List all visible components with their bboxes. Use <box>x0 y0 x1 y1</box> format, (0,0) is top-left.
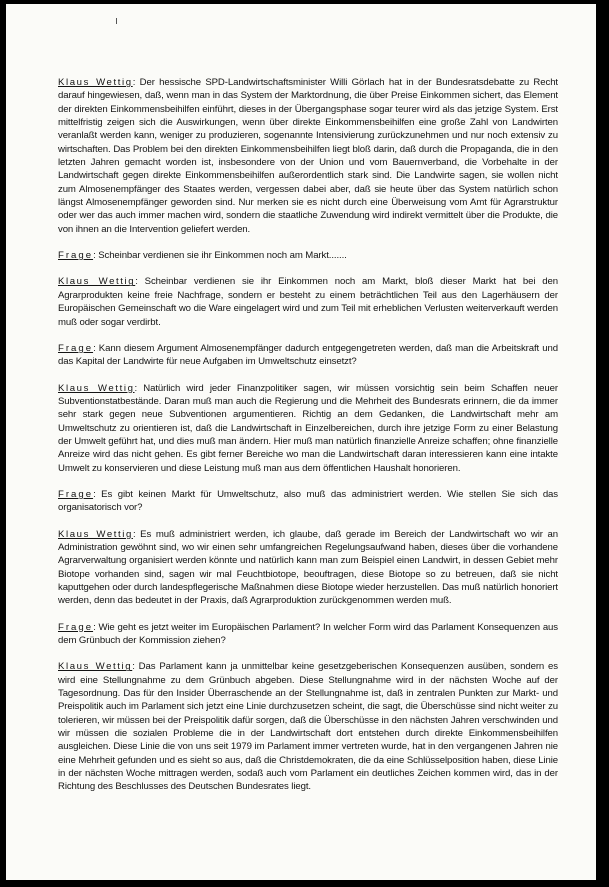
speaker-label: Klaus Wettig <box>58 661 133 673</box>
paragraph <box>58 488 558 515</box>
speaker-label: Frage <box>58 250 94 262</box>
speaker-label: Frage <box>58 621 94 633</box>
speaker-label: Klaus Wettig <box>58 382 135 394</box>
speaker-label: Klaus Wettig <box>58 528 133 540</box>
paragraph-text: : Es muß administriert werden, ich glaube, daß gerade im Bereich der Landwirtschaft wo wir an Administration gewöhnt sind, wo wir einen sehr umfangreichen Regelungsaufwand haben, dieses über die vorhandene Agrarverwaltung organisiert werden könnte und natürlich kann man zum Beispiel einen Landwirt, in dessen Gebiet mehr Biotope vorhanden sind, sagen wir mal Feuchtbiotope, beouftragen, diese Biotope so zu betreuen, daß sie nicht kaputtgehen oder durch landespflegerische Maßnahmen diese Biotope wieder herzustellen. Das muß natürlich honoriert werden, denn das bedeutet in der Praxis, daß Agrarproduktion zurückgenommen werden muß. <box>58 528 558 607</box>
paragraph <box>58 76 558 236</box>
paragraph-text: : Scheinbar verdienen sie ihr Einkommen noch am Markt....... <box>93 250 347 262</box>
document-page <box>6 4 596 880</box>
paragraph <box>58 249 558 262</box>
speaker-label: Klaus Wettig <box>58 276 136 288</box>
speaker-label: Klaus Wettig <box>58 77 133 88</box>
paragraph <box>58 660 558 793</box>
interview-text <box>58 76 558 807</box>
paragraph <box>58 621 558 648</box>
paragraph <box>58 382 558 475</box>
paragraph <box>58 342 558 369</box>
paragraph-text: : Der hessische SPD-Landwirtschaftsminister Willi Görlach hat in der Bundesratsdebatte zu Recht darauf hingewiesen, daß, wenn man in das System der Marktordnung, die über Preise Einkommen sichert, das Element der direkten Einkommensbeihilfen einführt, dieses in der Übergangsphase sogar teurer wird als das jetzige System. Erst mittelfristig zeigen sich die Auswirkungen, wenn über direkte Einkommensbeihilfen eine große Zahl von Landwirten veranlaßt werden kann, weniger zu produzieren, sogenannte Intensivierung zurückzunehmen und nur noch extensiv zu wirtschaften. Das Problem bei den direkten Einkommensbeihilfen liegt bloß darin, daß durch die Propaganda, die in den letzten Jahren gemacht worden ist, insbesondere von der Union und vom Bauernverband, die Vorbehalte in der Landwirtschaft gegen direkte Einkommensbeihilfen außerordentlich stark sind. Die Landwirte sagen, sie wollen nicht zum Almosenempfänger des Staates werden, vergessen dabei aber, daß sie heute über das System natürlich schon längst Almosenempfänger geworden sind. Nur merken sie es nicht durch eine Überweisung vom Amt für Agrarstruktur oder wer das auch immer machen wird, sondern die staatliche Zuwendung wird indirekt vermittelt über die Produkte, die von ihnen an die Intervention geliefert werden. <box>58 77 558 235</box>
paragraph-text: : Natürlich wird jeder Finanzpolitiker sagen, wir müssen vorsichtig sein beim Schaffen neuer Subventionstatbestände. Daran muß man auch die Regierung und die Mehrheit des Bundesrats erinnern, die da immer sehr stark gegen neue Subventionen argumentieren. Richtig an dem Gedanken, die Landwirtschaft mehr am Umweltschutz zu orientieren ist, daß die Landwirtschaft in Einzelbereichen, durch ihre jetzige Form zu einer Belastung der Umwelt geführt hat, und dies muß man ändern. Hier muß man natürlich finanzielle Anreize schaffen; ohne finanzielle Anreize wird das nicht gehen. Es gibt ferner Bereiche wo man die Landwirtschaft daran interessieren kann eine intakte Umwelt zu konservieren und diese Leistung muß man aus dem öffentlichen Haushalt honorieren. <box>58 382 558 474</box>
margin-mark <box>116 18 117 24</box>
speaker-label: Frage <box>58 488 94 500</box>
paragraph <box>58 528 558 608</box>
paragraph-text: : Das Parlament kann ja unmittelbar keine gesetzgeberischen Konsequenzen ausüben, sondern es wird eine Stellungnahme zu dem Grünbuch abgeben. Diese Stellungnahme wird in der nächsten Woche auf der Tagesordnung. Das für den Insider Überraschende an der Stellungnahme ist, daß in zentralen Punkten zur Markt- und Preispolitik auch im Parlament sich jetzt eine Linie durchzusetzen scheint, die sagt, die Überschüsse sind nicht weiter zu tolerieren, wir müssen bei der Preispolitik dafür sorgen, daß die Überschüsse in den nächsten Jahren verschwinden und wir müssen die sozialen Probleme die in der Landwirtschaft dort entstehen durch direkte Einkommensbeihilfen ausgleichen. Diese Linie die von uns seit 1979 im Parlament immer vertreten wurde, hat in den vergangenen Jahren nie eine Mehrheit gefunden und es sieht so aus, daß die Christdemokraten, die da eine Schlüsselposition haben, diese Linie in der nächsten Woche mittragen werden, sodaß auch vom Parlament ein deutliches Zeichen kommen wird, das in der Richtung des Beschlusses des Deutschen Bundesrates liegt. <box>58 661 558 793</box>
paragraph-text: : Kann diesem Argument Almosenempfänger dadurch entgegengetreten werden, daß man die Arbeitskraft und das Kapital der Landwirte für neue Aufgaben im Umweltschutz einsetzt? <box>58 342 558 368</box>
speaker-label: Frage <box>58 342 94 354</box>
paragraph-text: : Wie geht es jetzt weiter im Europäischen Parlament? In welcher Form wird das Parlament Konsequenzen aus dem Grünbuch der Kommission ziehen? <box>58 621 558 647</box>
paragraph <box>58 275 558 328</box>
paragraph-text: : Scheinbar verdienen sie ihr Einkommen noch am Markt, bloß dieser Markt hat bei den Agrarprodukten keine freie Nachfrage, sondern er besteht zu einem beträchtlichen Teil aus den Lagerhäusern der Europäischen Gemeinschaft wo die Ware eingelagert wird und zum Teil mit erheblichen Verlusten weiterverkauft werden muß oder sogar verdirbt. <box>58 276 558 328</box>
paragraph-text: : Es gibt keinen Markt für Umweltschutz, also muß das administriert werden. Wie stellen Sie sich das organisatorisch vor? <box>58 488 558 514</box>
